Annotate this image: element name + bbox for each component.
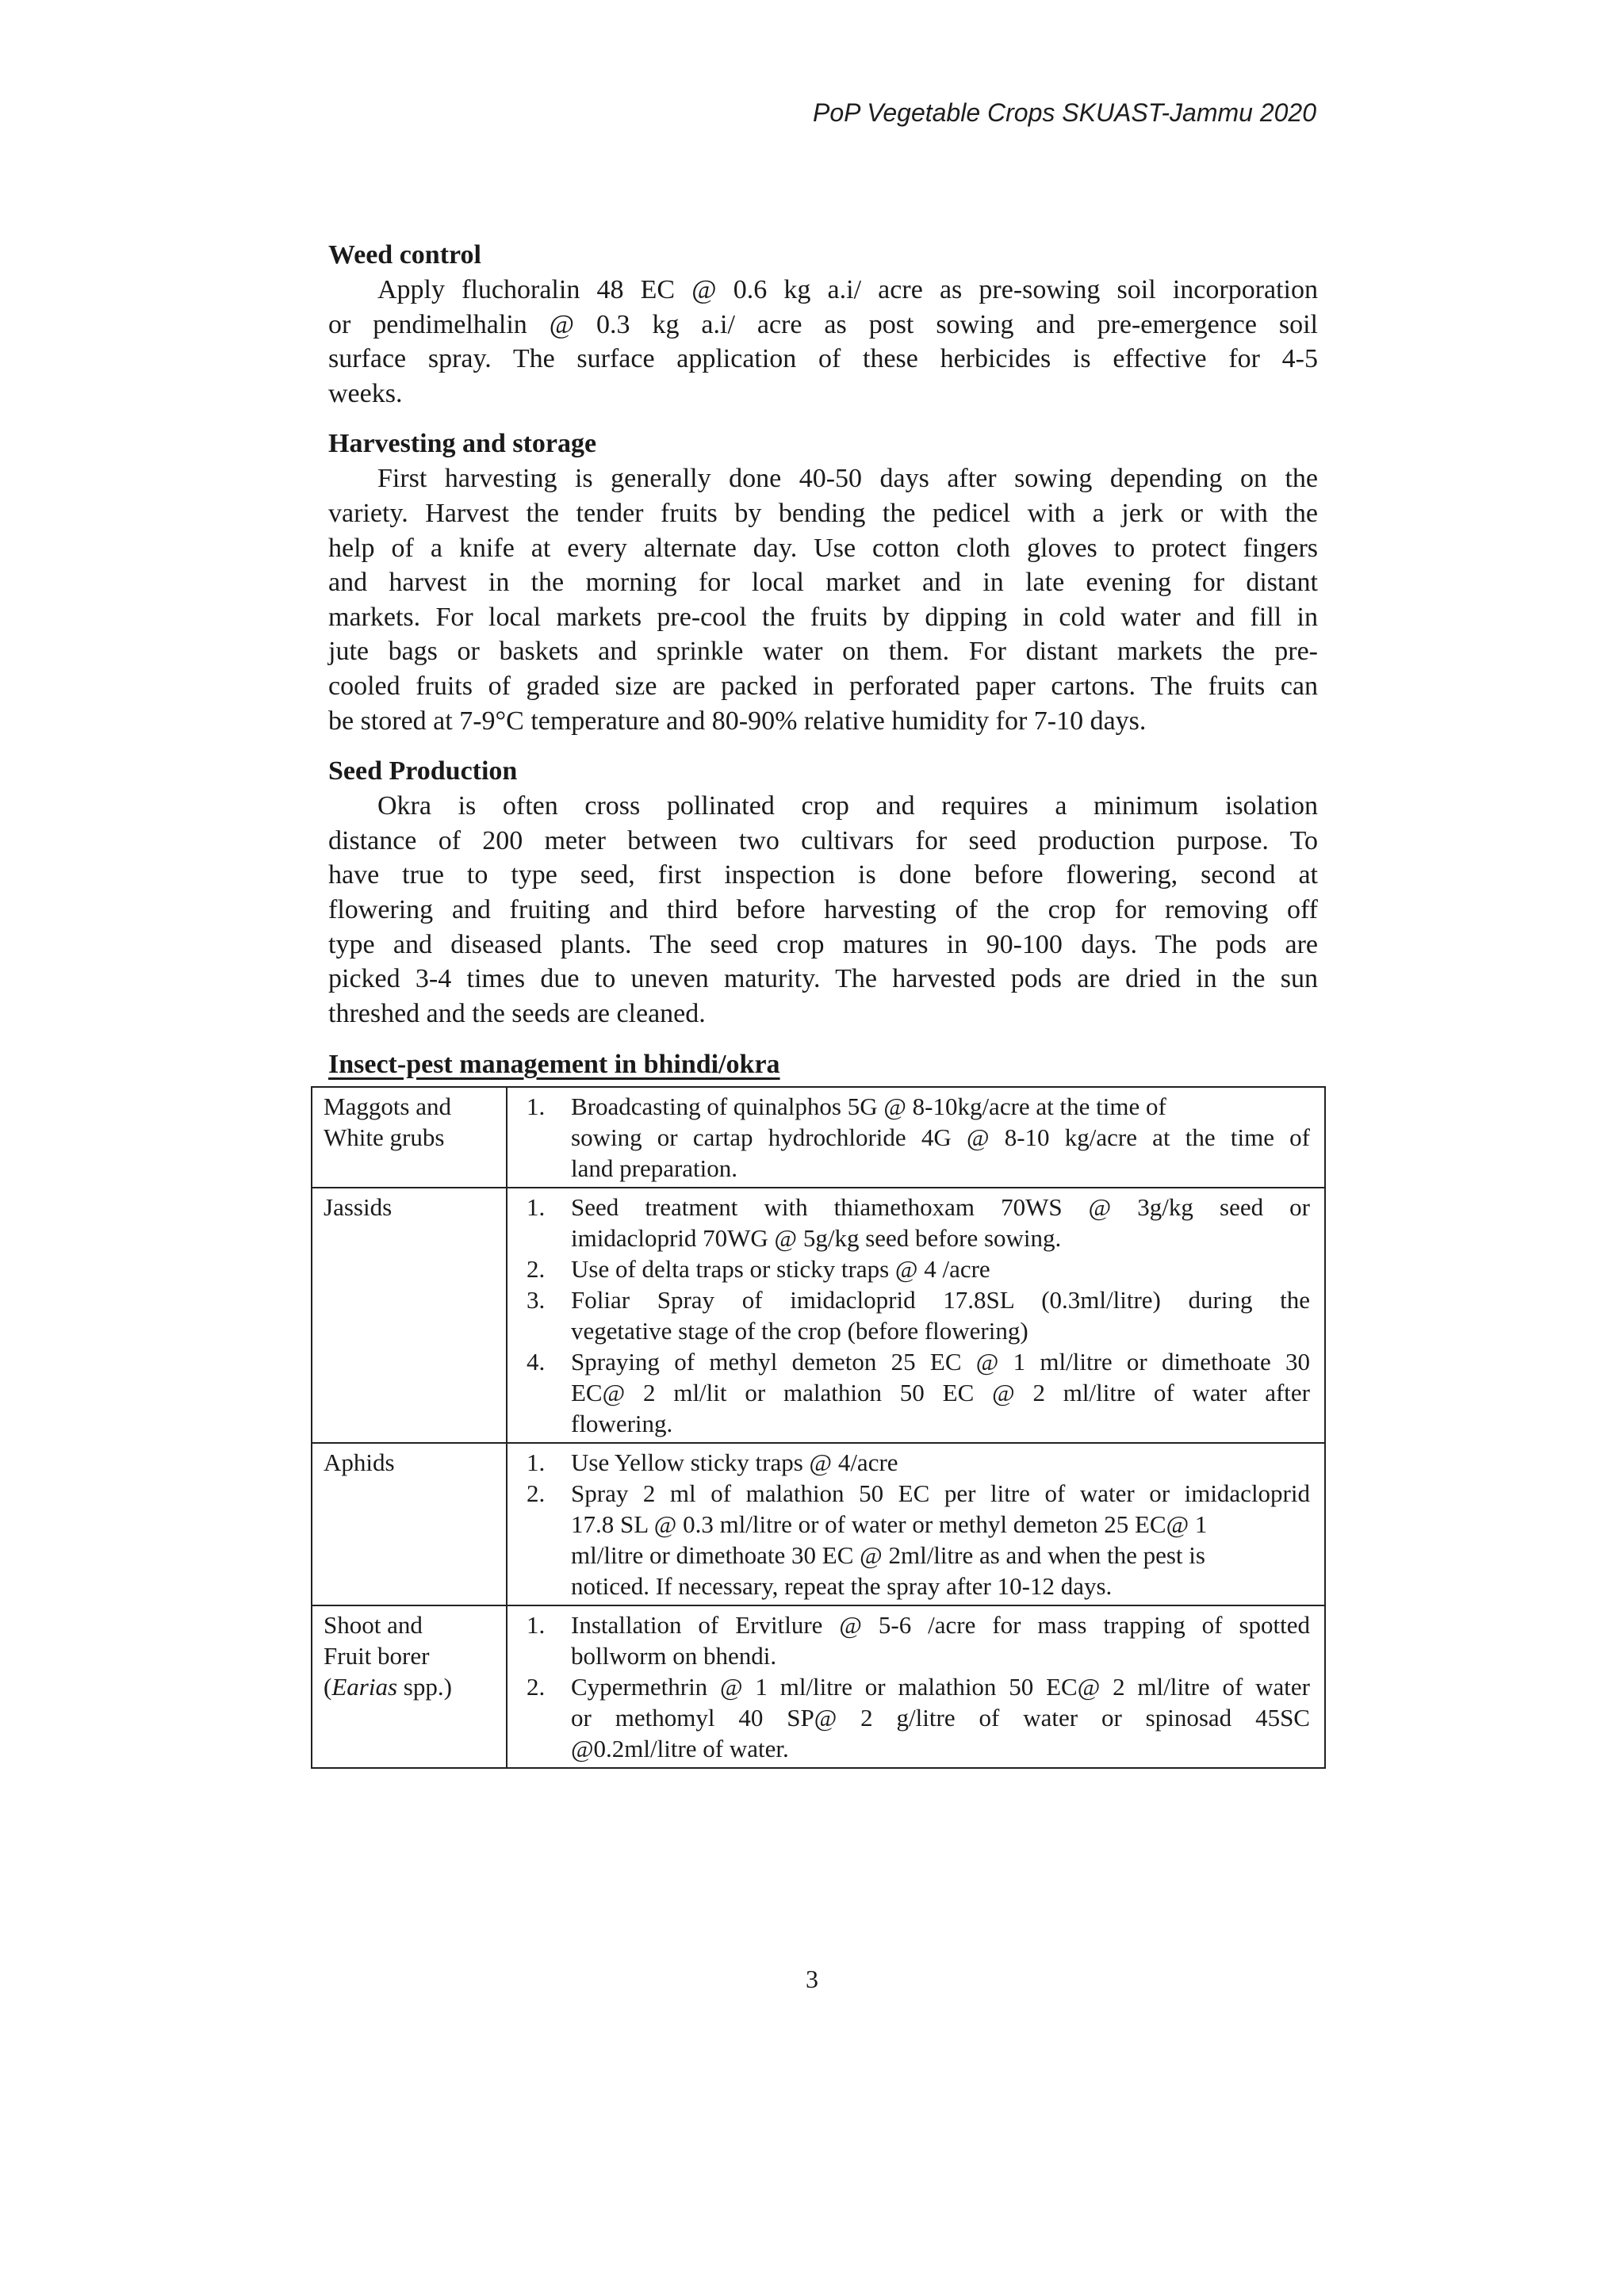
item-number: 1. <box>527 1448 546 1476</box>
text-line: Okra is often cross pollinated crop and requires a minimum isolation <box>377 791 1318 821</box>
weed-control-heading: Weed control <box>328 240 481 270</box>
text-line: markets. For local markets pre-cool the fruits by dipping in cold water and fill in <box>328 602 1318 632</box>
text-line: weeks. <box>328 378 403 408</box>
text-line: Foliar Spray of imidacloprid 17.8SL (0.3ml/litre) during the <box>571 1286 1310 1314</box>
item-text <box>571 1284 1310 1346</box>
text-line: ml/litre or dimethoate 30 EC @ 2ml/litre as and when the pest is <box>571 1541 1205 1569</box>
harvesting-storage-heading: Harvesting and storage <box>328 429 597 459</box>
text-line: cooled fruits of graded size are packed in perforated paper cartons. The fruits can <box>328 671 1318 701</box>
item-number: 2. <box>527 1673 546 1701</box>
pest-name-line: White grubs <box>324 1123 445 1151</box>
text-line: 17.8 SL @ 0.3 ml/litre or of water or methyl demeton 25 EC@ 1 <box>571 1510 1208 1538</box>
text-line: Use of delta traps or sticky traps @ 4 /acre <box>571 1255 990 1283</box>
pest-name-line: Shoot and <box>324 1611 423 1639</box>
control-item <box>515 1346 1310 1439</box>
pest-name-cell <box>312 1605 507 1768</box>
text-line: or pendimelhalin @ 0.3 kg a.i/ acre as post sowing and pre-emergence soil <box>328 309 1318 339</box>
text-line: Cypermethrin @ 1 ml/litre or malathion 50 EC@ 2 ml/litre of water <box>571 1673 1310 1701</box>
pest-table-title: Insect-pest management in bhindi/okra <box>328 1050 780 1080</box>
text-line: First harvesting is generally done 40-50 days after sowing depending on the <box>377 464 1318 494</box>
text-line: imidacloprid 70WG @ 5g/kg seed before sowing. <box>571 1224 1062 1252</box>
item-number: 3. <box>527 1286 546 1314</box>
control-item <box>515 1192 1310 1253</box>
text-line: flowering and fruiting and third before harvesting of the crop for removing off <box>328 894 1318 924</box>
seed-production-paragraph <box>328 789 1318 1031</box>
control-measures-cell <box>507 1188 1325 1443</box>
text-line: distance of 200 meter between two cultivars for seed production purpose. To <box>328 825 1318 855</box>
page-number: 3 <box>806 1965 818 1993</box>
text-line: jute bags or baskets and sprinkle water on them. For distant markets the pre- <box>328 637 1318 667</box>
pest-name-cell <box>312 1188 507 1443</box>
text-line: surface spray. The surface application of these herbicides is effective for 4-5 <box>328 344 1318 374</box>
control-item <box>515 1671 1310 1764</box>
item-text <box>571 1478 1310 1601</box>
item-number: 2. <box>527 1255 546 1283</box>
table-row <box>312 1087 1325 1188</box>
text-line: Apply fluchoralin 48 EC @ 0.6 kg a.i/ acre as pre-sowing soil incorporation <box>377 275 1318 304</box>
table-row <box>312 1188 1325 1443</box>
text-line: noticed. If necessary, repeat the spray after 10-12 days. <box>571 1572 1113 1600</box>
item-text <box>571 1609 1310 1671</box>
body-text <box>328 238 1318 1080</box>
text-line: Spraying of methyl demeton 25 EC @ 1 ml/litre or dimethoate 30 <box>571 1348 1310 1376</box>
pest-name-line: Fruit borer <box>324 1642 430 1670</box>
text-line: Broadcasting of quinalphos 5G @ 8-10kg/acre at the time of <box>571 1093 1166 1120</box>
pest-name-cell <box>312 1443 507 1605</box>
text-line: threshed and the seeds are cleaned. <box>328 998 706 1028</box>
text-line: type and diseased plants. The seed crop matures in 90-100 days. The pods are <box>328 929 1318 959</box>
pest-name-line: Maggots and <box>324 1093 452 1120</box>
item-text <box>571 1091 1310 1184</box>
control-measures-cell <box>507 1087 1325 1188</box>
text-line: sowing or cartap hydrochloride 4G @ 8-10 kg/acre at the time of <box>571 1123 1310 1151</box>
item-text <box>571 1671 1310 1764</box>
running-header: PoP Vegetable Crops SKUAST-Jammu 2020 <box>813 98 1316 127</box>
control-item <box>515 1447 1310 1478</box>
text-line: picked 3-4 times due to uneven maturity. The harvested pods are dried in the sun <box>328 964 1318 994</box>
text-line: Installation of Ervitlure @ 5-6 /acre for mass trapping of spotted <box>571 1611 1310 1639</box>
text-line: @0.2ml/litre of water. <box>571 1735 789 1762</box>
table-row <box>312 1443 1325 1605</box>
pest-management-table <box>311 1086 1326 1769</box>
pest-name-line: Aphids <box>324 1448 395 1476</box>
text-line: bollworm on bhendi. <box>571 1642 777 1670</box>
item-text <box>571 1192 1310 1253</box>
control-item <box>515 1253 1310 1284</box>
item-text <box>571 1447 1310 1478</box>
text-line: Use Yellow sticky traps @ 4/acre <box>571 1448 898 1476</box>
text-line: variety. Harvest the tender fruits by bending the pedicel with a jerk or with the <box>328 498 1318 528</box>
table-row <box>312 1605 1325 1768</box>
control-item <box>515 1478 1310 1601</box>
item-number: 1. <box>527 1611 546 1639</box>
text-line: or methomyl 40 SP@ 2 g/litre of water or spinosad 45SC <box>571 1704 1310 1732</box>
text-line: vegetative stage of the crop (before flowering) <box>571 1317 1028 1345</box>
control-measures-cell <box>507 1443 1325 1605</box>
harvesting-storage-paragraph <box>328 461 1318 738</box>
weed-control-paragraph <box>328 273 1318 411</box>
control-item <box>515 1284 1310 1346</box>
text-line: help of a knife at every alternate day. Use cotton cloth gloves to protect fingers <box>328 533 1318 563</box>
text-line: EC@ 2 ml/lit or malathion 50 EC @ 2 ml/litre of water after <box>571 1379 1310 1406</box>
control-item <box>515 1609 1310 1671</box>
item-text <box>571 1253 1310 1284</box>
pest-name-line-scientific: (Earias spp.) <box>324 1673 452 1701</box>
control-measures-cell <box>507 1605 1325 1768</box>
seed-production-heading: Seed Production <box>328 756 518 786</box>
text-line: flowering. <box>571 1410 673 1437</box>
text-line: have true to type seed, first inspection is done before flowering, second at <box>328 860 1318 890</box>
control-item <box>515 1091 1310 1184</box>
pest-name-line: Jassids <box>324 1193 393 1221</box>
text-line: and harvest in the morning for local market and in late evening for distant <box>328 568 1318 598</box>
item-number: 1. <box>527 1193 546 1221</box>
text-line: land preparation. <box>571 1154 738 1182</box>
item-text <box>571 1346 1310 1439</box>
item-number: 4. <box>527 1348 546 1376</box>
text-line: be stored at 7-9°C temperature and 80-90% relative humidity for 7-10 days. <box>328 706 1147 736</box>
pest-name-cell <box>312 1087 507 1188</box>
item-number: 1. <box>527 1093 546 1120</box>
text-line: Seed treatment with thiamethoxam 70WS @ 3g/kg seed or <box>571 1193 1310 1221</box>
item-number: 2. <box>527 1479 546 1507</box>
text-line: Spray 2 ml of malathion 50 EC per litre of water or imidacloprid <box>571 1479 1310 1507</box>
